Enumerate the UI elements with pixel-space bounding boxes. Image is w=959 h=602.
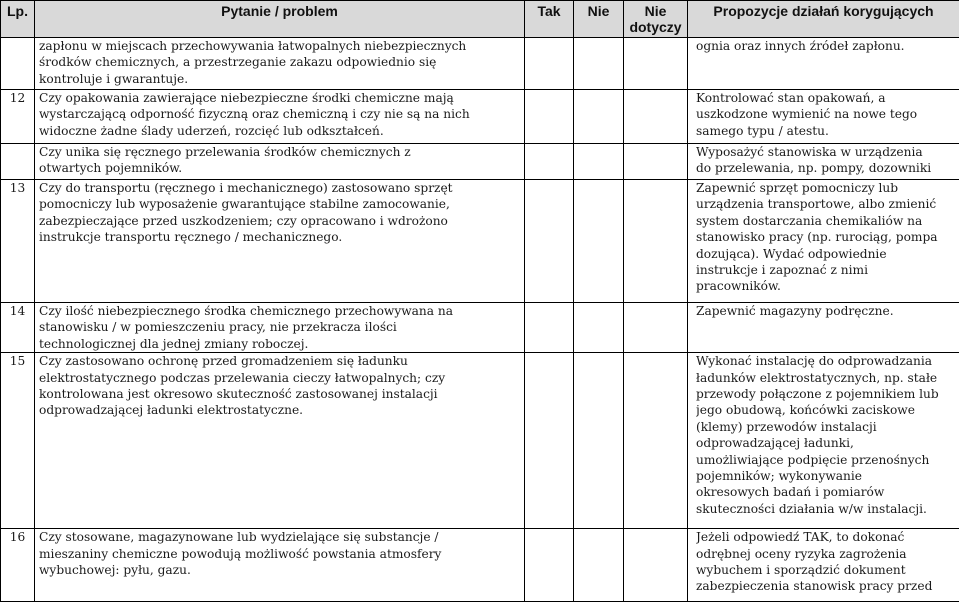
action-line: stanowisko pracy (np. rurociąg, pompa — [696, 229, 955, 245]
actions-cell — [688, 144, 959, 180]
action-line: odrębnej oceny ryzyka zagrożenia — [696, 546, 955, 562]
actions-cell — [688, 303, 959, 353]
action-line: odprowadzającej ładunki, — [696, 435, 955, 451]
actions-cell — [688, 353, 959, 529]
row-number — [1, 144, 35, 180]
header-question: Pytanie / problem — [35, 1, 525, 38]
action-line: (klemy) przewodów instalacji — [696, 419, 955, 435]
not-applicable-cell[interactable] — [624, 180, 688, 303]
action-line: Zapewnić sprzęt pomocniczy lub — [696, 180, 955, 196]
table-row — [1, 144, 959, 180]
yes-cell[interactable] — [525, 90, 574, 144]
question-line: Czy opakowania zawierające niebezpieczne środki chemiczne mają — [39, 90, 520, 106]
question-line: pomocniczy lub wyposażenie gwarantujące stabilne zamocowanie, — [39, 196, 520, 212]
not-applicable-cell[interactable] — [624, 144, 688, 180]
table-row — [1, 90, 959, 144]
question-line: zapłonu w miejscach przechowywania łatwopalnych niebezpiecznych — [39, 38, 520, 54]
question-cell — [35, 529, 525, 602]
action-line: uszkodzone wymienić na nowe tego — [696, 106, 955, 122]
not-applicable-cell[interactable] — [624, 303, 688, 353]
action-line: przewody połączone z pojemnikiem lub — [696, 386, 955, 402]
question-line: Czy unika się ręcznego przelewania środków chemicznych z — [39, 144, 520, 160]
actions-cell — [688, 529, 959, 602]
question-line: mieszaniny chemiczne powodują możliwość powstania atmosfery — [39, 546, 520, 562]
action-line: jego obudową, końcówki zaciskowe — [696, 402, 955, 418]
yes-cell[interactable] — [525, 38, 574, 90]
row-number: 12 — [1, 90, 35, 144]
question-line: kontrolowana jest okresowo skuteczność zastosowanej instalacji — [39, 386, 520, 402]
header-row — [1, 1, 959, 38]
not-applicable-cell[interactable] — [624, 90, 688, 144]
question-line: Czy ilość niebezpiecznego środka chemicznego przechowywana na — [39, 303, 520, 319]
question-line: stanowisku / w pomieszczeniu pracy, nie przekracza ilości — [39, 319, 520, 335]
yes-cell[interactable] — [525, 144, 574, 180]
yes-cell[interactable] — [525, 180, 574, 303]
no-cell[interactable] — [574, 38, 624, 90]
header-no: Nie — [574, 1, 624, 38]
action-line: urządzenia transportowe, albo zmienić — [696, 196, 955, 212]
question-cell — [35, 144, 525, 180]
action-line: okresowych badań i pomiarów — [696, 484, 955, 500]
row-number: 15 — [1, 353, 35, 529]
header-actions: Propozycje działań korygujących — [688, 1, 959, 38]
action-line: instrukcje i zapoznać z nimi — [696, 262, 955, 278]
action-line: system dostarczania chemikaliów na — [696, 213, 955, 229]
question-line: Czy stosowane, magazynowane lub wydzielające się substancje / — [39, 529, 520, 545]
yes-cell[interactable] — [525, 353, 574, 529]
table-row — [1, 303, 959, 353]
action-line: dozująca). Wydać odpowiednie — [696, 246, 955, 262]
actions-cell — [688, 38, 959, 90]
action-line: Wyposażyć stanowiska w urządzenia — [696, 144, 955, 160]
header-na-line-2: dotyczy — [624, 19, 687, 35]
question-line: środków chemicznych, a przestrzeganie zakazu odpowiednio się — [39, 54, 520, 70]
no-cell[interactable] — [574, 144, 624, 180]
action-line: samego typu / atestu. — [696, 123, 955, 139]
row-number: 14 — [1, 303, 35, 353]
question-line: odprowadzającej ładunki elektrostatyczne. — [39, 402, 520, 418]
row-number: 13 — [1, 180, 35, 303]
yes-cell[interactable] — [525, 529, 574, 602]
no-cell[interactable] — [574, 90, 624, 144]
question-cell — [35, 38, 525, 90]
row-number — [1, 38, 35, 90]
action-line: umożliwiające podpięcie przenośnych — [696, 452, 955, 468]
header-yes: Tak — [525, 1, 574, 38]
table-row — [1, 529, 959, 602]
question-line: Czy zastosowano ochronę przed gromadzeniem się ładunku — [39, 353, 520, 369]
question-cell — [35, 90, 525, 144]
action-line: wybuchem i sporządzić dokument — [696, 562, 955, 578]
header-not-applicable — [624, 1, 688, 38]
table-row — [1, 353, 959, 529]
table-row — [1, 38, 959, 90]
action-line: ognia oraz innych źródeł zapłonu. — [696, 38, 955, 54]
question-cell — [35, 180, 525, 303]
row-number: 16 — [1, 529, 35, 602]
table-row — [1, 180, 959, 303]
question-line: zabezpieczające przed uszkodzeniem; czy opracowano i wdrożono — [39, 213, 520, 229]
question-cell — [35, 353, 525, 529]
no-cell[interactable] — [574, 529, 624, 602]
question-line: technologicznej dla jednej zmiany roboczej. — [39, 336, 520, 352]
question-line: elektrostatycznego podczas przelewania cieczy łatwopalnych; czy — [39, 370, 520, 386]
question-cell — [35, 303, 525, 353]
action-line: do przelewania, np. pompy, dozowniki — [696, 160, 955, 176]
action-line: Jeżeli odpowiedź TAK, to dokonać — [696, 529, 955, 545]
question-line: otwartych pojemników. — [39, 160, 520, 176]
header-lp: Lp. — [1, 1, 35, 38]
no-cell[interactable] — [574, 353, 624, 529]
yes-cell[interactable] — [525, 303, 574, 353]
question-line: Czy do transportu (ręcznego i mechanicznego) zastosowano sprzęt — [39, 180, 520, 196]
question-line: widoczne żadne ślady uderzeń, rozcięć lub odkształceń. — [39, 123, 520, 139]
question-line: instrukcje transportu ręcznego / mechanicznego. — [39, 229, 520, 245]
not-applicable-cell[interactable] — [624, 353, 688, 529]
question-line: wystarczającą odporność fizyczną oraz chemiczną i czy nie są na nich — [39, 106, 520, 122]
actions-cell — [688, 90, 959, 144]
action-line: zabezpieczenia stanowisk pracy przed — [696, 578, 955, 594]
action-line: Kontrolować stan opakowań, a — [696, 90, 955, 106]
not-applicable-cell[interactable] — [624, 529, 688, 602]
header-na-line-1: Nie — [624, 3, 687, 19]
no-cell[interactable] — [574, 303, 624, 353]
action-line: Zapewnić magazyny podręczne. — [696, 303, 955, 319]
question-line: wybuchowej: pyłu, gazu. — [39, 562, 520, 578]
action-line: skuteczności działania w/w instalacji. — [696, 501, 955, 517]
action-line: pojemników; wykonywanie — [696, 468, 955, 484]
action-line: pracowników. — [696, 278, 955, 294]
not-applicable-cell[interactable] — [624, 38, 688, 90]
action-line: Wykonać instalację do odprowadzania — [696, 353, 955, 369]
question-line: kontroluje i gwarantuje. — [39, 71, 520, 87]
actions-cell — [688, 180, 959, 303]
no-cell[interactable] — [574, 180, 624, 303]
action-line: ładunków elektrostatycznych, np. stałe — [696, 370, 955, 386]
